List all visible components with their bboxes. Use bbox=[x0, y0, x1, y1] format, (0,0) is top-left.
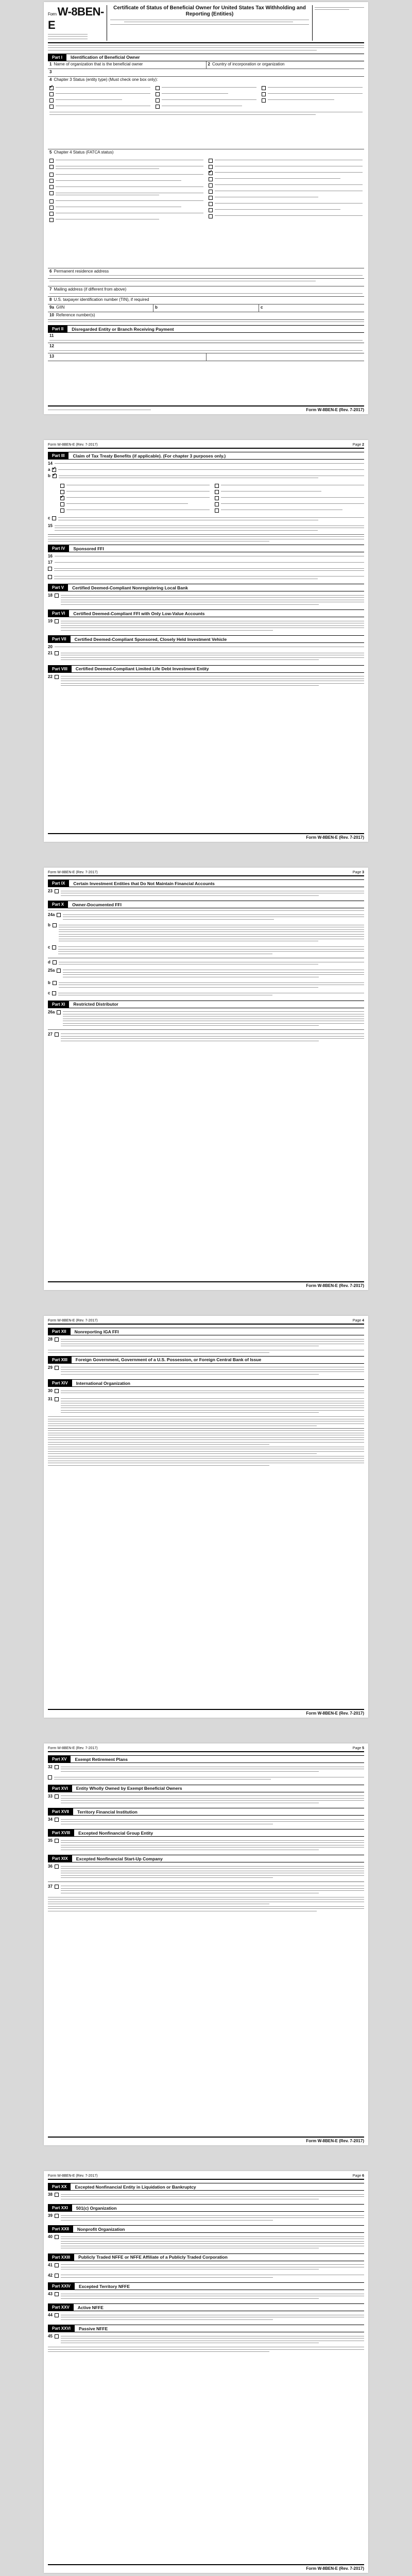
entity-type-checkbox[interactable] bbox=[49, 86, 54, 90]
checkbox[interactable] bbox=[49, 92, 54, 96]
part-16-header: Part XVI Entity Wholly Owned by Exempt Beneficial Owners bbox=[48, 1785, 364, 1792]
checkbox[interactable] bbox=[60, 490, 64, 494]
part-21-header: Part XXI 501(c) Organization bbox=[48, 2204, 364, 2212]
checkbox[interactable] bbox=[215, 484, 219, 488]
checkbox[interactable] bbox=[49, 105, 54, 109]
checkbox[interactable] bbox=[55, 2235, 59, 2239]
checkbox[interactable] bbox=[209, 177, 213, 181]
checkbox[interactable] bbox=[48, 567, 52, 571]
form-page-2: Form W-8BEN-E (Rev. 7-2017) Page 2 Part III Claim of Tax Treaty Benefits (if applicable). (For chapter 3 purposes only.) 14 a ✓ b ✓ ✓ c 15 Part IV Sponsored FFI 16 17 Part V Certified Deemed-Compliant Nonregistering Local Bank 18 Part VI Certified Deemed-Compliant FFI with Only Low-Value Accounts 19 Part VII Certified Deemed-Compliant Sponsored, Closely Held Investment Vehicle 20 21 Part VIII Certified Deemed-Compliant Limited Life Debt Investment Entity 22 Form W-8BEN-E (Rev. 7-2017) bbox=[44, 440, 368, 842]
line-10-label: Reference number(s) bbox=[56, 312, 95, 317]
checkbox[interactable] bbox=[55, 1794, 59, 1799]
checkbox[interactable] bbox=[53, 981, 57, 985]
page-header: Form W-8BEN-E (Rev. 7-2017) Page 5 bbox=[48, 1747, 364, 1752]
checkbox[interactable] bbox=[55, 1032, 59, 1037]
checkbox[interactable] bbox=[55, 1818, 59, 1822]
treaty-residence-checkbox[interactable] bbox=[52, 468, 56, 472]
checkbox[interactable] bbox=[57, 1010, 61, 1014]
part-14-header: Part XIV International Organization bbox=[48, 1379, 364, 1387]
checkbox[interactable] bbox=[49, 173, 54, 177]
part-8-header: Part VIII Certified Deemed-Compliant Limited Life Debt Investment Entity bbox=[48, 665, 364, 673]
checkbox[interactable] bbox=[215, 502, 219, 506]
part-17-header: Part XVII Territory Financial Institution bbox=[48, 1808, 364, 1816]
checkbox[interactable] bbox=[49, 199, 54, 204]
page-header: Form W-8BEN-E (Rev. 7-2017) Page 3 bbox=[48, 871, 364, 876]
line-9-label: GIIN bbox=[56, 304, 65, 310]
page-footer: Form W-8BEN-E (Rev. 7-2017) bbox=[48, 1709, 364, 1716]
part-18-header: Part XVIII Excepted Nonfinancial Group Entity bbox=[48, 1829, 364, 1837]
line-4-label: Chapter 3 Status (entity type) (Must check one box only): bbox=[54, 77, 158, 82]
checkbox[interactable] bbox=[215, 490, 219, 494]
part-12-header: Part XII Nonreporting IGA FFI bbox=[48, 1328, 364, 1335]
line-8-label: U.S. taxpayer identification number (TIN), if required bbox=[54, 297, 149, 302]
part-1-header: Part I Identification of Beneficial Owner bbox=[48, 54, 364, 61]
part-6-header: Part VI Certified Deemed-Compliant FFI with Only Low-Value Accounts bbox=[48, 609, 364, 617]
part-19-header: Part XIX Excepted Nonfinancial Start-Up Company bbox=[48, 1855, 364, 1862]
checkbox[interactable] bbox=[55, 1885, 59, 1889]
checkbox[interactable] bbox=[55, 1366, 59, 1370]
part-2-header: Part II Disregarded Entity or Branch Receiving Payment bbox=[48, 325, 364, 333]
checkbox[interactable] bbox=[48, 575, 52, 579]
checkbox[interactable] bbox=[156, 98, 160, 103]
checkbox[interactable] bbox=[55, 594, 59, 598]
checkbox[interactable] bbox=[49, 98, 54, 103]
line-2-label: Country of incorporation or organization bbox=[212, 61, 285, 66]
checkbox[interactable] bbox=[209, 165, 213, 169]
line-6-label: Permanent residence address bbox=[54, 268, 109, 274]
checkbox[interactable] bbox=[209, 214, 213, 218]
form-title: Certificate of Status of Beneficial Owner for United States Tax Withholding and Reporting (Entities) bbox=[113, 5, 306, 17]
checkbox[interactable] bbox=[55, 2334, 59, 2338]
checkbox[interactable] bbox=[262, 92, 266, 96]
part-5-header: Part V Certified Deemed-Compliant Nonregistering Local Bank bbox=[48, 584, 364, 591]
page-footer: Form W-8BEN-E (Rev. 7-2017) bbox=[48, 405, 364, 412]
checkbox[interactable] bbox=[60, 502, 64, 506]
part-25-header: Part XXV Active NFFE bbox=[48, 2303, 364, 2311]
fatca-status-checkbox[interactable] bbox=[209, 171, 213, 175]
checkbox[interactable] bbox=[209, 190, 213, 194]
form-number: FormW-8BEN-E bbox=[48, 5, 104, 31]
line-1-label: Name of organization that is the beneficial owner bbox=[54, 61, 143, 66]
lob-type-checkbox[interactable] bbox=[60, 496, 64, 500]
part-15-header: Part XV Exempt Retirement Plans bbox=[48, 1755, 364, 1763]
page-header: Form W-8BEN-E (Rev. 7-2017) Page 2 bbox=[48, 443, 364, 449]
checkbox[interactable] bbox=[49, 218, 54, 222]
part-23-header: Part XXIII Publicly Traded NFFE or NFFE Affiliate of a Publicly Traded Corporation bbox=[48, 2253, 364, 2261]
checkbox[interactable] bbox=[55, 2263, 59, 2267]
checkbox[interactable] bbox=[49, 185, 54, 189]
checkbox[interactable] bbox=[49, 206, 54, 210]
checkbox[interactable] bbox=[57, 913, 61, 917]
checkbox[interactable] bbox=[55, 675, 59, 679]
checkbox[interactable] bbox=[215, 509, 219, 513]
checkbox[interactable] bbox=[55, 889, 59, 893]
checkbox[interactable] bbox=[52, 991, 56, 995]
checkbox[interactable] bbox=[49, 179, 54, 183]
page-header: Form W-8BEN-E (Rev. 7-2017) Page 6 bbox=[48, 2174, 364, 2180]
part-11-header: Part XI Restricted Distributor bbox=[48, 1001, 364, 1008]
lob-checkbox[interactable] bbox=[53, 474, 57, 478]
checkbox[interactable] bbox=[55, 2193, 59, 2197]
checkbox[interactable] bbox=[55, 2313, 59, 2317]
checkbox[interactable] bbox=[60, 484, 64, 488]
checkbox[interactable] bbox=[209, 196, 213, 200]
form-header bbox=[48, 5, 364, 43]
page-footer: Form W-8BEN-E (Rev. 7-2017) bbox=[48, 833, 364, 840]
checkbox[interactable] bbox=[53, 923, 57, 927]
line-5-label: Chapter 4 Status (FATCA status) bbox=[54, 149, 114, 155]
checkbox[interactable] bbox=[49, 212, 54, 216]
checkbox[interactable] bbox=[156, 105, 160, 109]
checkbox[interactable] bbox=[49, 159, 54, 163]
checkbox[interactable] bbox=[49, 165, 54, 169]
checkbox[interactable] bbox=[209, 208, 213, 212]
checkbox[interactable] bbox=[60, 509, 64, 513]
checkbox[interactable] bbox=[57, 969, 61, 973]
checkbox[interactable] bbox=[49, 191, 54, 195]
form-page-5: Form W-8BEN-E (Rev. 7-2017) Page 5 Part XV Exempt Retirement Plans 32 Part XVI Entity Wholly Owned by Exempt Beneficial Owners 33 Part XVII Territory Financial Institution 34 Part XVIII Excepted Nonfinancial Group Entity 35 Part XIX Excepted Nonfinancial Start-Up Company 36 37 Form W-8BEN-E (Rev. 7-2017) bbox=[44, 1743, 368, 2145]
part-26-header: Part XXVI Passive NFFE bbox=[48, 2325, 364, 2332]
checkbox[interactable] bbox=[52, 945, 56, 950]
part-3-header: Part III Claim of Tax Treaty Benefits (if applicable). (For chapter 3 purposes only.) bbox=[48, 452, 364, 460]
checkbox[interactable] bbox=[55, 1389, 59, 1393]
checkbox[interactable] bbox=[55, 2274, 59, 2278]
checkbox[interactable] bbox=[55, 1337, 59, 1342]
part-10-header: Part X Owner-Documented FFI bbox=[48, 901, 364, 908]
page-footer: Form W-8BEN-E (Rev. 7-2017) bbox=[48, 1281, 364, 1288]
checkbox[interactable] bbox=[55, 651, 59, 655]
checkbox[interactable] bbox=[55, 2292, 59, 2296]
line-7-label: Mailing address (if different from above) bbox=[54, 286, 127, 292]
checkbox[interactable] bbox=[55, 1765, 59, 1769]
part-24-header: Part XXIV Excepted Territory NFFE bbox=[48, 2282, 364, 2290]
checkbox[interactable] bbox=[55, 1397, 59, 1401]
form-page-1: FormW-8BEN-E Certificate of Status of Beneficial Owner for United States Tax Withholding and Reporting (Entities) Part I Identification of Beneficial Owner 1 Name of organization that is the beneficial owner 2 Country of incorporation or organization 3 4 Chapter 3 Status (entity type) (Must check one box only): ✓ 5 Chapter 4 Status (FATCA status) ✓ 6 Permanent residence address 7 Mailing address (if different from above) 8 U.S. taxpayer identification number (TIN), if required 9a GIIN b c 10 Reference number(s) Part II Disregarded Entity or Branch Receiving Payment 11 12 13 Form W-8BEN-E (Rev. 7-2017) bbox=[44, 2, 368, 414]
checkbox[interactable] bbox=[262, 98, 266, 103]
checkbox[interactable] bbox=[55, 1839, 59, 1843]
part-4-header: Part IV Sponsored FFI bbox=[48, 545, 364, 552]
checkbox[interactable] bbox=[209, 159, 213, 163]
checkbox[interactable] bbox=[209, 183, 213, 188]
checkbox[interactable] bbox=[48, 1775, 52, 1780]
checkbox[interactable] bbox=[55, 2214, 59, 2218]
checkbox[interactable] bbox=[262, 86, 266, 90]
part-20-header: Part XX Excepted Nonfinancial Entity in Liquidation or Bankruptcy bbox=[48, 2183, 364, 2191]
checkbox[interactable] bbox=[156, 92, 160, 96]
checkbox[interactable] bbox=[52, 516, 56, 520]
form-page-6: Form W-8BEN-E (Rev. 7-2017) Page 6 Part XX Excepted Nonfinancial Entity in Liquidation or Bankruptcy 38 Part XXI 501(c) Organization 39 Part XXII Nonprofit Organization 40 Part XXIII Publicly Traded NFFE or NFFE Affiliate of a Publicly Traded Corporation 41 42 Part XXIV Excepted Territory NFFE 43 Part XXV Active NFFE 44 Part XXVI Passive NFFE 45 Form W-8BEN-E (Rev. 7-2017) bbox=[44, 2171, 368, 2573]
page-footer: Form W-8BEN-E (Rev. 7-2017) bbox=[48, 2137, 364, 2143]
checkbox[interactable] bbox=[215, 496, 219, 500]
checkbox[interactable] bbox=[55, 1865, 59, 1869]
part-13-header: Part XIII Foreign Government, Government of a U.S. Possession, or Foreign Central Bank of Issue bbox=[48, 1356, 364, 1364]
part-9-header: Part IX Certain Investment Entities that Do Not Maintain Financial Accounts bbox=[48, 879, 364, 887]
part-22-header: Part XXII Nonprofit Organization bbox=[48, 2225, 364, 2233]
checkbox[interactable] bbox=[55, 619, 59, 623]
page-footer: Form W-8BEN-E (Rev. 7-2017) bbox=[48, 2564, 364, 2571]
part-7-header: Part VII Certified Deemed-Compliant Sponsored, Closely Held Investment Vehicle bbox=[48, 635, 364, 643]
checkbox[interactable] bbox=[53, 960, 57, 964]
checkbox[interactable] bbox=[156, 86, 160, 90]
form-page-3: Form W-8BEN-E (Rev. 7-2017) Page 3 Part IX Certain Investment Entities that Do Not Maintain Financial Accounts 23 Part X Owner-Documented FFI 24a b c d 25a b c Part XI Restricted Distributor 26a 27 Form W-8BEN-E (Rev. 7-2017) bbox=[44, 868, 368, 1290]
checkbox[interactable] bbox=[209, 202, 213, 206]
page-header: Form W-8BEN-E (Rev. 7-2017) Page 4 bbox=[48, 1319, 364, 1325]
form-page-4: Form W-8BEN-E (Rev. 7-2017) Page 4 Part XII Nonreporting IGA FFI 28 Part XIII Foreign Government, Government of a U.S. Possession, or Foreign Central Bank of Issue 29 Part XIV International Organization 30 31 Form W-8BEN-E (Rev. 7-2017) bbox=[44, 1316, 368, 1718]
